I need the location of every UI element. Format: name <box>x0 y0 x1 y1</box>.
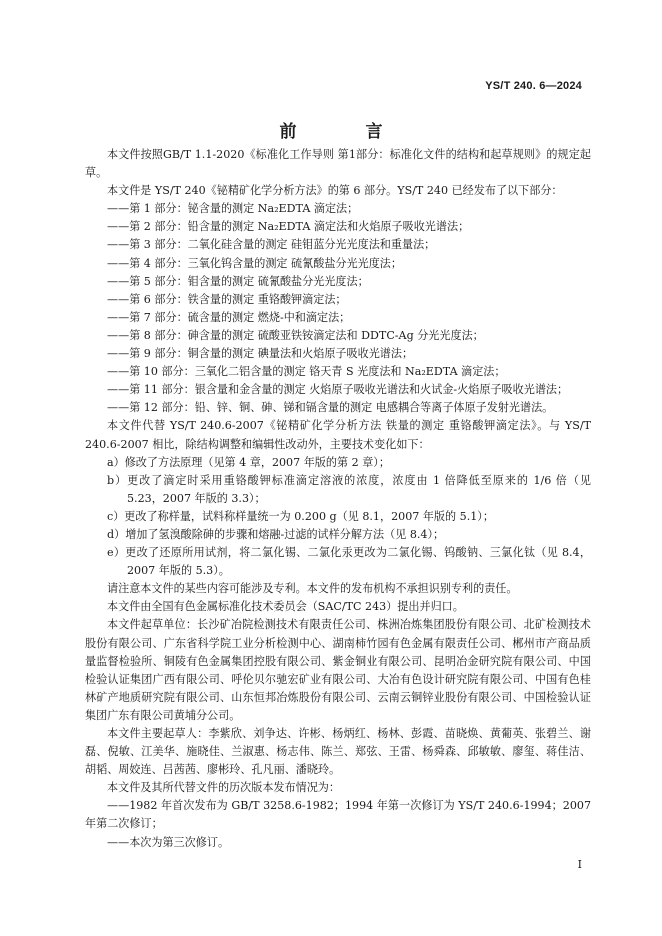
paragraph-drafting-units: 本文件起草单位：长沙矿冶院检测技术有限责任公司、株洲冶炼集团股份有限公司、北矿检测技术股份有限公司、广东省科学院工业分析检测中心、湖南柿竹园有色金属有限责任公司、郴州市产商品质量监督检验所、铜陵有色金属集团控股有限公司、紫金铜业有限公司、昆明冶金研究院有限公司、中国检验认证集团广西有限公司、呼伦贝尔驰宏矿业有限公司、大冶有色设计研究院有限公司、中国有色桂林矿产地质研究院有限公司、山东恒邦冶炼股份有限公司、云南云铜锌业股份有限公司、中国检验认证集团广东有限公司黄埔分公司。 <box>85 618 591 722</box>
list-item-part-6: ——第 6 部分：铁含量的测定 重铬酸钾滴定法； <box>107 292 347 306</box>
list-item-part-10: ——第 10 部分：三氧化二铝含量的测定 铬天青 S 光度法和 Na₂EDTA 滴定法； <box>107 365 506 379</box>
page-title: 前 言 <box>279 122 409 142</box>
list-item-part-9: ——第 9 部分：铜含量的测定 碘量法和火焰原子吸收光谱法； <box>107 347 414 361</box>
list-item-part-5: ——第 5 部分：钼含量的测定 硫氰酸盐分光光度法； <box>107 274 369 288</box>
paragraph-drafters: 本文件主要起草人：李紫欣、刘争达、许彬、杨炳红、杨林、彭霞、苗晓焕、黄葡英、张碧兰、谢磊、倪敏、江美华、施晓佳、兰淑惠、杨志伟、陈兰、郑弦、王雷、杨舜森、邱敏敏、廖玺、蒋佳洁、胡韬、周姣连、吕茜茜、廖彬玲、孔凡丽、潘晓玲。 <box>85 727 591 777</box>
change-item-a: a）修改了方法原理（见第 4 章，2007 年版的第 2 章）； <box>107 455 390 469</box>
list-item-part-11: ——第 11 部分：银含量和金含量的测定 火焰原子吸收光谱法和火试金-火焰原子吸收光谱法； <box>107 383 569 397</box>
paragraph-history-intro: 本文件及其所代替文件的历次版本发布情况为： <box>107 781 340 795</box>
list-item-part-2: ——第 2 部分：铅含量的测定 Na₂EDTA 滴定法和火焰原子吸收光谱法； <box>107 220 470 234</box>
list-item-part-4: ——第 4 部分：三氧化钨含量的测定 硫氰酸盐分光光度法； <box>107 256 402 270</box>
foreword-body <box>85 146 591 852</box>
list-item-history-1: ——1982 年首次发布为 GB/T 3258.6-1982；1994 年第一次修订为 YS/T 240.6-1994；2007 年第二次修订； <box>85 799 591 831</box>
paragraph-patent-notice: 请注意本文件的某些内容可能涉及专利。本文件的发布机构不承担识别专利的责任。 <box>107 582 518 596</box>
paragraph-proposer: 本文件由全国有色金属标准化技术委员会（SAC/TC 243）提出并归口。 <box>107 600 464 614</box>
list-item-part-12: ——第 12 部分：铅、锌、铜、砷、锑和镉含量的测定 电感耦合等离子体原子发射光谱法。 <box>107 401 554 415</box>
change-item-c: c）更改了称样量，试料称样量统一为 0.200 g（见 8.1，2007 年版的 5.1）； <box>107 509 494 523</box>
standard-number: YS/T 240. 6—2024 <box>485 80 582 92</box>
list-item-part-8: ——第 8 部分：砷含量的测定 硫酸亚铁铵滴定法和 DDTC-Ag 分光光度法； <box>107 328 484 342</box>
paragraph-drafting-rules: 本文件按照GB/T 1.1-2020《标准化工作导则 第1部分：标准化文件的结构和起草规则》的规定起草。 <box>85 148 591 180</box>
change-item-e: e）更改了还原所用试剂，将二氯化锡、二氯化汞更改为二氯化锡、钨酸钠、三氯化钛（见 8.4，2007 年版的 5.3）。 <box>107 546 591 578</box>
change-item-b: b）更改了滴定时采用重铬酸钾标准滴定溶液的浓度，浓度由 1 倍降低至原来的 1/6 倍（见 5.23，2007 年版的 3.3）； <box>107 473 591 505</box>
paragraph-series-intro: 本文件是 YS/T 240《铋精矿化学分析方法》的第 6 部分。YS/T 240 已经发布了以下部分： <box>107 184 563 198</box>
paragraph-replaces: 本文件代替 YS/T 240.6-2007《铋精矿化学分析方法 铁量的测定 重铬酸钾滴定法》。与 YS/T 240.6-2007 相比，除结构调整和编辑性改动外，主要技术变化如下： <box>85 419 591 451</box>
list-item-part-1: ——第 1 部分：铋含量的测定 Na₂EDTA 滴定法； <box>107 202 359 216</box>
list-item-part-7: ——第 7 部分：硫含量的测定 燃烧-中和滴定法； <box>107 310 351 324</box>
page-number: I <box>577 858 582 871</box>
list-item-part-3: ——第 3 部分：二氧化硅含量的测定 硅钼蓝分光光度法和重量法； <box>107 238 436 252</box>
list-item-history-2: ——本次为第三次修订。 <box>107 835 230 849</box>
change-item-d: d）增加了氢溴酸除砷的步骤和熔融-过滤的试样分解方法（见 8.4）； <box>107 527 445 541</box>
